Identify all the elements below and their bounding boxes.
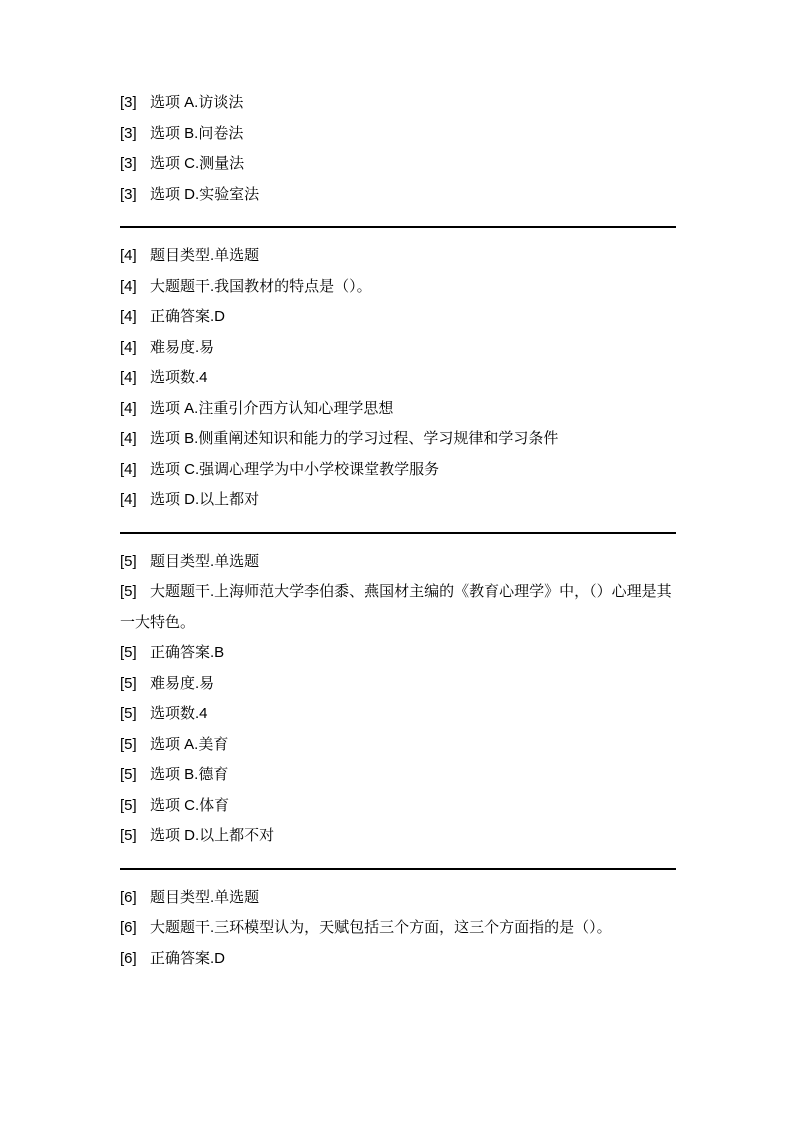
line-tag: [5] <box>120 552 137 570</box>
block-divider <box>120 226 676 228</box>
document-line <box>120 944 676 975</box>
document-line <box>120 821 676 852</box>
line-text: 选项数.4 <box>150 705 208 722</box>
line-tag: [3] <box>120 94 137 111</box>
document-line <box>120 699 676 730</box>
document-line <box>120 730 676 761</box>
line-text: 题目类型.单选题 <box>150 247 260 264</box>
line-text: 题目类型.单选题 <box>150 888 260 906</box>
line-text: 选项 A.注重引介西方认知心理学思想 <box>150 399 394 417</box>
line-text: 大题题干.上海师范大学李伯黍、燕国材主编的《教育心理学》中，（）心理是其一大特色。 <box>120 583 672 631</box>
document-line <box>120 791 676 822</box>
line-text: 选项 A.美育 <box>150 735 229 753</box>
line-text: 选项 B.问卷法 <box>150 124 244 142</box>
line-tag: [5] <box>120 705 137 722</box>
line-text: 选项 A.访谈法 <box>150 94 244 111</box>
line-text: 正确答案.B <box>150 644 225 661</box>
line-text: 正确答案.D <box>150 308 226 325</box>
line-tag: [5] <box>120 766 137 783</box>
document-line <box>120 119 676 150</box>
document-line <box>120 394 676 425</box>
line-tag: [5] <box>120 796 137 814</box>
document-line <box>120 424 676 455</box>
line-tag: [4] <box>120 338 137 356</box>
line-text: 选项 C.体育 <box>150 796 230 814</box>
block-divider <box>120 868 676 870</box>
line-tag: [6] <box>120 888 137 906</box>
line-tag: [5] <box>120 735 137 753</box>
line-tag: [4] <box>120 430 137 447</box>
line-tag: [4] <box>120 247 137 264</box>
line-tag: [4] <box>120 277 137 295</box>
line-text: 选项 D.以上都对 <box>150 491 260 508</box>
line-text: 大题题干.三环模型认为，天赋包括三个方面，这三个方面指的是（）。 <box>150 919 612 936</box>
line-tag: [5] <box>120 644 137 661</box>
line-text: 选项 B.侧重阐述知识和能力的学习过程、学习规律和学习条件 <box>150 430 559 447</box>
line-tag: [4] <box>120 369 137 386</box>
line-text: 大题题干.我国教材的特点是（）。 <box>150 277 372 295</box>
document-line <box>120 669 676 700</box>
question-block-3 <box>120 88 676 210</box>
line-text: 选项 D.以上都不对 <box>150 827 275 844</box>
question-block-4 <box>120 241 676 516</box>
document-line <box>120 547 676 578</box>
line-tag: [5] <box>120 674 137 692</box>
line-text: 选项数.4 <box>150 369 208 386</box>
line-tag: [4] <box>120 460 137 478</box>
document-line <box>120 485 676 516</box>
line-text: 选项 D.实验室法 <box>150 185 260 203</box>
question-block-6 <box>120 883 676 975</box>
line-tag: [4] <box>120 308 137 325</box>
document-line <box>120 577 676 638</box>
line-text: 选项 C.测量法 <box>150 155 245 172</box>
line-tag: [4] <box>120 399 137 417</box>
block-divider <box>120 532 676 534</box>
document-line <box>120 455 676 486</box>
document-line <box>120 363 676 394</box>
line-text: 选项 B.德育 <box>150 766 229 783</box>
document-line <box>120 883 676 914</box>
question-block-5 <box>120 547 676 852</box>
document-line <box>120 241 676 272</box>
document-line <box>120 180 676 211</box>
line-tag: [4] <box>120 491 137 508</box>
document-line <box>120 272 676 303</box>
line-text: 难易度.易 <box>150 674 215 692</box>
line-tag: [3] <box>120 185 137 203</box>
line-tag: [5] <box>120 827 137 844</box>
document-line <box>120 638 676 669</box>
document-line <box>120 302 676 333</box>
document-line <box>120 913 676 944</box>
line-tag: [6] <box>120 949 137 967</box>
line-text: 选项 C.强调心理学为中小学校课堂教学服务 <box>150 460 440 478</box>
line-text: 正确答案.D <box>150 949 226 967</box>
line-tag: [6] <box>120 919 137 936</box>
line-tag: [3] <box>120 124 137 142</box>
document-line <box>120 333 676 364</box>
document-line <box>120 88 676 119</box>
line-tag: [5] <box>120 583 137 600</box>
document-line <box>120 149 676 180</box>
line-tag: [3] <box>120 155 137 172</box>
document-content <box>120 88 676 974</box>
line-text: 难易度.易 <box>150 338 215 356</box>
line-text: 题目类型.单选题 <box>150 552 260 570</box>
document-line <box>120 760 676 791</box>
